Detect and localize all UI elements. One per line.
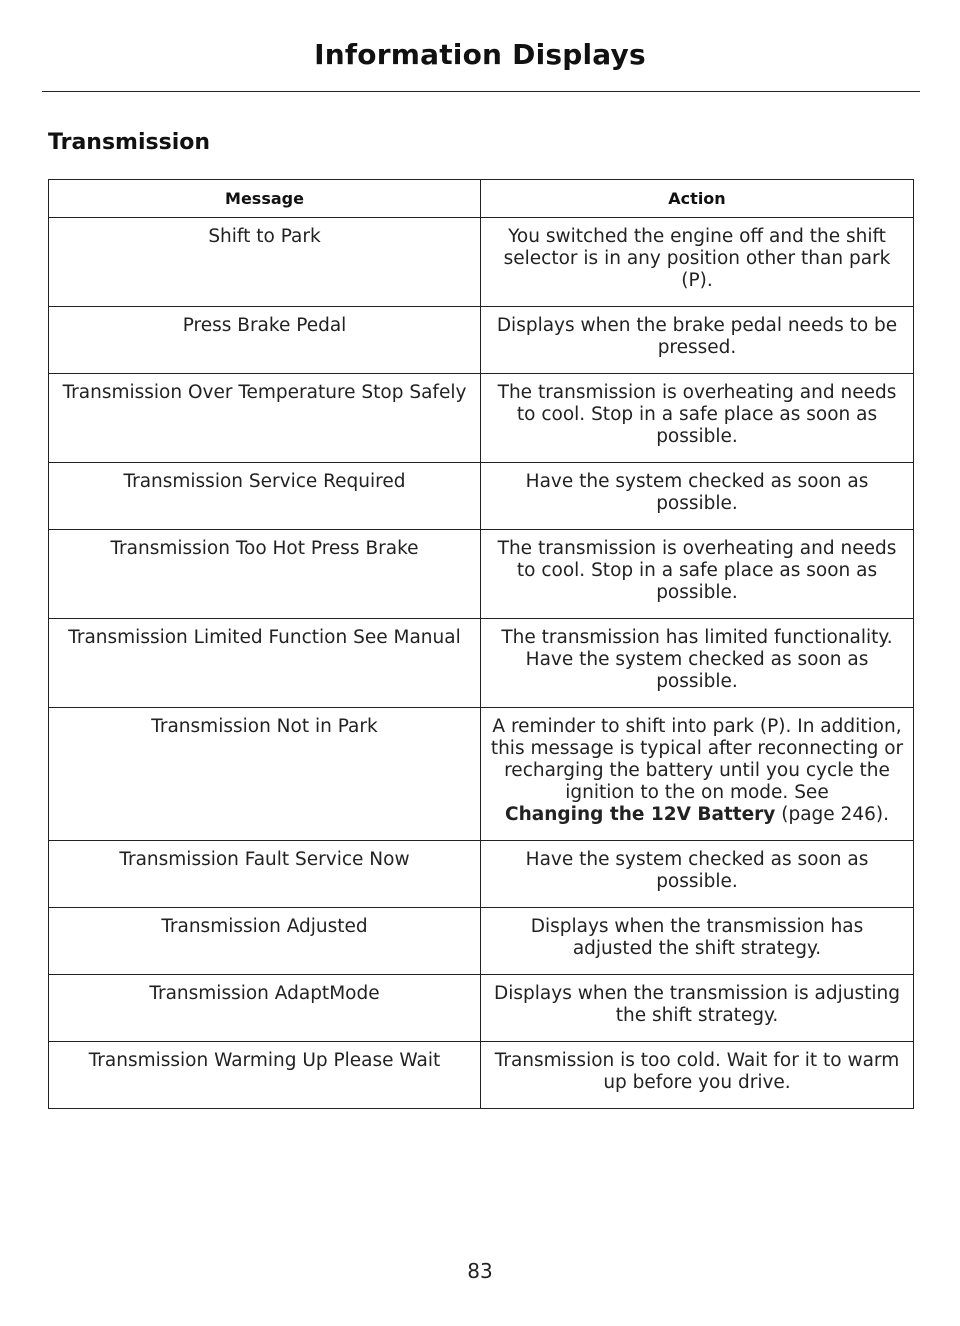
cross-reference-page: (page 246). xyxy=(775,804,889,825)
message-cell: Shift to Park xyxy=(49,218,481,307)
column-header-action: Action xyxy=(481,180,914,218)
message-cell: Transmission Warming Up Please Wait xyxy=(49,1042,481,1109)
action-cell: The transmission is overheating and needs to cool. Stop in a safe place as soon as possible. xyxy=(481,374,914,463)
action-cell: You switched the engine off and the shift selector is in any position other than park (P). xyxy=(481,218,914,307)
action-cell: The transmission has limited functionality. Have the system checked as soon as possible. xyxy=(481,619,914,708)
action-cell: Displays when the brake pedal needs to be pressed. xyxy=(481,307,914,374)
header-divider xyxy=(42,91,920,92)
message-cell: Transmission Over Temperature Stop Safely xyxy=(49,374,481,463)
cross-reference-link[interactable]: Changing the 12V Battery xyxy=(505,804,776,825)
message-cell: Transmission Adjusted xyxy=(49,908,481,975)
message-cell: Transmission Limited Function See Manual xyxy=(49,619,481,708)
table-row xyxy=(49,708,914,841)
table-row xyxy=(49,218,914,307)
table-row xyxy=(49,530,914,619)
table-row xyxy=(49,619,914,708)
message-cell: Press Brake Pedal xyxy=(49,307,481,374)
action-cell: Transmission is too cold. Wait for it to warm up before you drive. xyxy=(481,1042,914,1109)
page-number: 83 xyxy=(467,1259,493,1283)
table-row xyxy=(49,1042,914,1109)
message-cell: Transmission Fault Service Now xyxy=(49,841,481,908)
table-header-row xyxy=(49,180,914,218)
action-cell: Displays when the transmission is adjusting the shift strategy. xyxy=(481,975,914,1042)
action-cell: The transmission is overheating and needs to cool. Stop in a safe place as soon as possible. xyxy=(481,530,914,619)
table-row xyxy=(49,374,914,463)
column-header-message: Message xyxy=(49,180,481,218)
table-row xyxy=(49,463,914,530)
section-title: Transmission xyxy=(48,130,211,155)
action-cell: Displays when the transmission has adjusted the shift strategy. xyxy=(481,908,914,975)
message-cell: Transmission Too Hot Press Brake xyxy=(49,530,481,619)
action-cell: Have the system checked as soon as possible. xyxy=(481,841,914,908)
message-cell: Transmission Not in Park xyxy=(49,708,481,841)
action-text: A reminder to shift into park (P). In addition, this message is typical after reconnecting or recharging the battery until you cycle the ignition to the on mode. See xyxy=(490,716,904,803)
action-cell-with-reference xyxy=(481,708,914,841)
message-cell: Transmission AdaptMode xyxy=(49,975,481,1042)
transmission-messages-table xyxy=(48,179,914,1109)
page-header-title: Information Displays xyxy=(314,38,646,71)
table-row xyxy=(49,307,914,374)
action-cell: Have the system checked as soon as possible. xyxy=(481,463,914,530)
table-row xyxy=(49,975,914,1042)
table-row xyxy=(49,841,914,908)
table-row xyxy=(49,908,914,975)
message-cell: Transmission Service Required xyxy=(49,463,481,530)
